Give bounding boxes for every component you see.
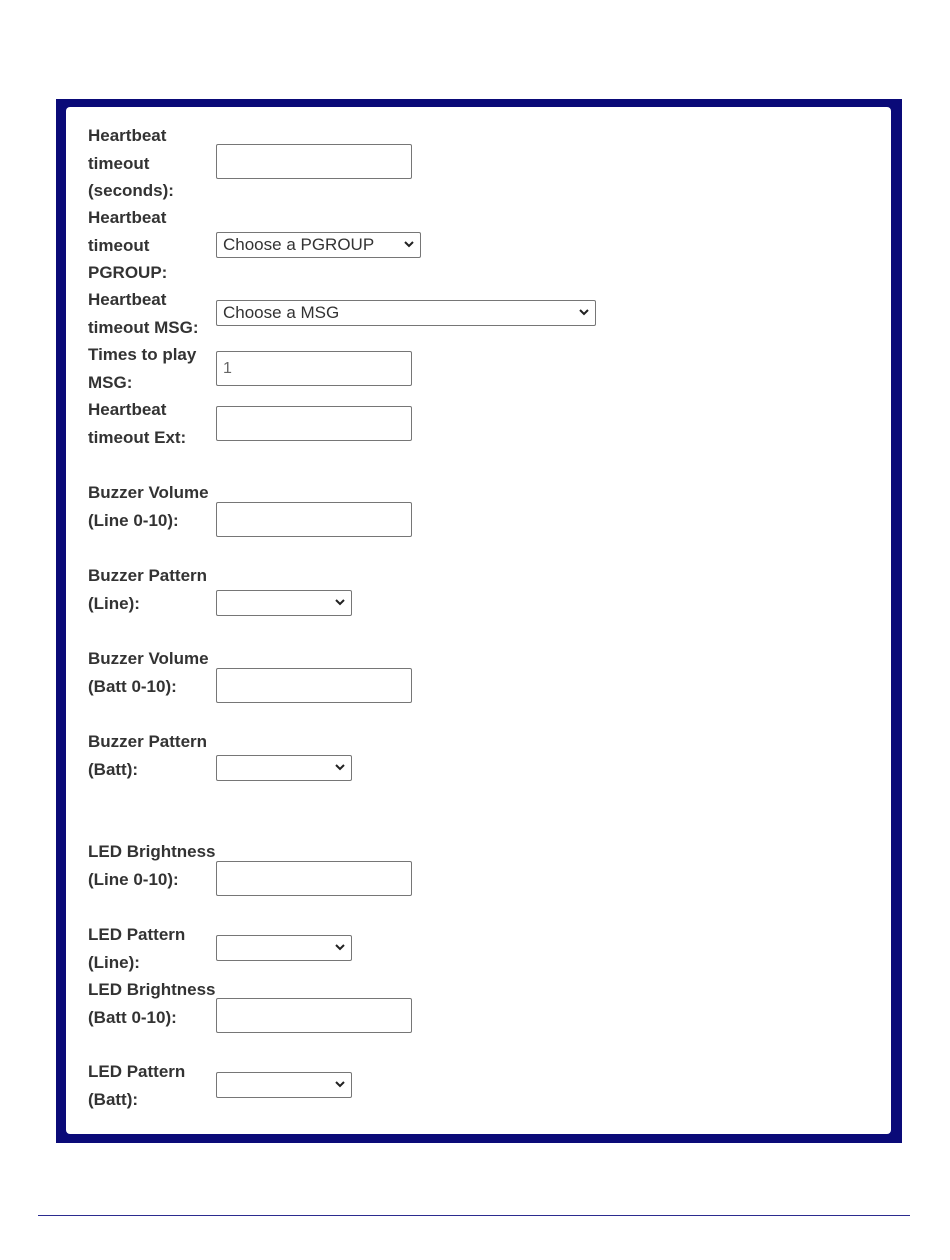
chevron-down-icon <box>334 596 346 608</box>
buzzer-pattern-batt-select[interactable] <box>216 755 352 781</box>
led-brightness-line-input[interactable] <box>216 861 412 896</box>
chevron-down-icon <box>334 1078 346 1090</box>
buzzer-volume-line-input[interactable] <box>216 502 412 537</box>
led-brightness-batt-label: LED Brightness (Batt 0-10): <box>88 980 216 1027</box>
chevron-down-icon <box>403 238 415 250</box>
heartbeat-timeout-ext-label: Heartbeat timeout Ext: <box>88 400 187 447</box>
heartbeat-timeout-ext-input[interactable] <box>216 406 412 441</box>
buzzer-volume-batt-label: Buzzer Volume (Batt 0-10): <box>88 649 209 696</box>
buzzer-pattern-line-label: Buzzer Pattern (Line): <box>88 566 208 613</box>
heartbeat-timeout-msg-selected: Choose a MSG <box>223 303 340 322</box>
buzzer-volume-batt-input[interactable] <box>216 668 412 703</box>
times-to-play-msg-input[interactable] <box>216 351 412 386</box>
heartbeat-timeout-msg-label: Heartbeat timeout MSG: <box>88 290 199 337</box>
footer-divider <box>38 1215 910 1216</box>
buzzer-volume-line-label: Buzzer Volume (Line 0-10): <box>88 483 209 530</box>
led-pattern-batt-select[interactable] <box>216 1072 352 1098</box>
led-brightness-line-label: LED Brightness (Line 0-10): <box>88 842 216 889</box>
led-pattern-line-select[interactable] <box>216 935 352 961</box>
led-brightness-batt-input[interactable] <box>216 998 412 1033</box>
settings-panel-frame <box>56 99 902 1143</box>
chevron-down-icon <box>334 941 346 953</box>
chevron-down-icon <box>578 306 590 318</box>
heartbeat-timeout-seconds-label: Heartbeat timeout (seconds): <box>88 126 174 200</box>
heartbeat-timeout-pgroup-label: Heartbeat timeout PGROUP: <box>88 208 168 282</box>
heartbeat-timeout-pgroup-selected: Choose a PGROUP <box>223 235 375 254</box>
chevron-down-icon <box>334 761 346 773</box>
led-pattern-batt-label: LED Pattern (Batt): <box>88 1062 186 1109</box>
buzzer-pattern-line-select[interactable] <box>216 590 352 616</box>
heartbeat-timeout-msg-select[interactable] <box>216 300 596 326</box>
times-to-play-msg-label: Times to play MSG: <box>88 345 197 392</box>
heartbeat-timeout-seconds-input[interactable] <box>216 144 412 179</box>
settings-panel <box>66 107 891 1134</box>
heartbeat-timeout-pgroup-select[interactable] <box>216 232 421 258</box>
led-pattern-line-label: LED Pattern (Line): <box>88 925 186 972</box>
buzzer-pattern-batt-label: Buzzer Pattern (Batt): <box>88 732 208 779</box>
